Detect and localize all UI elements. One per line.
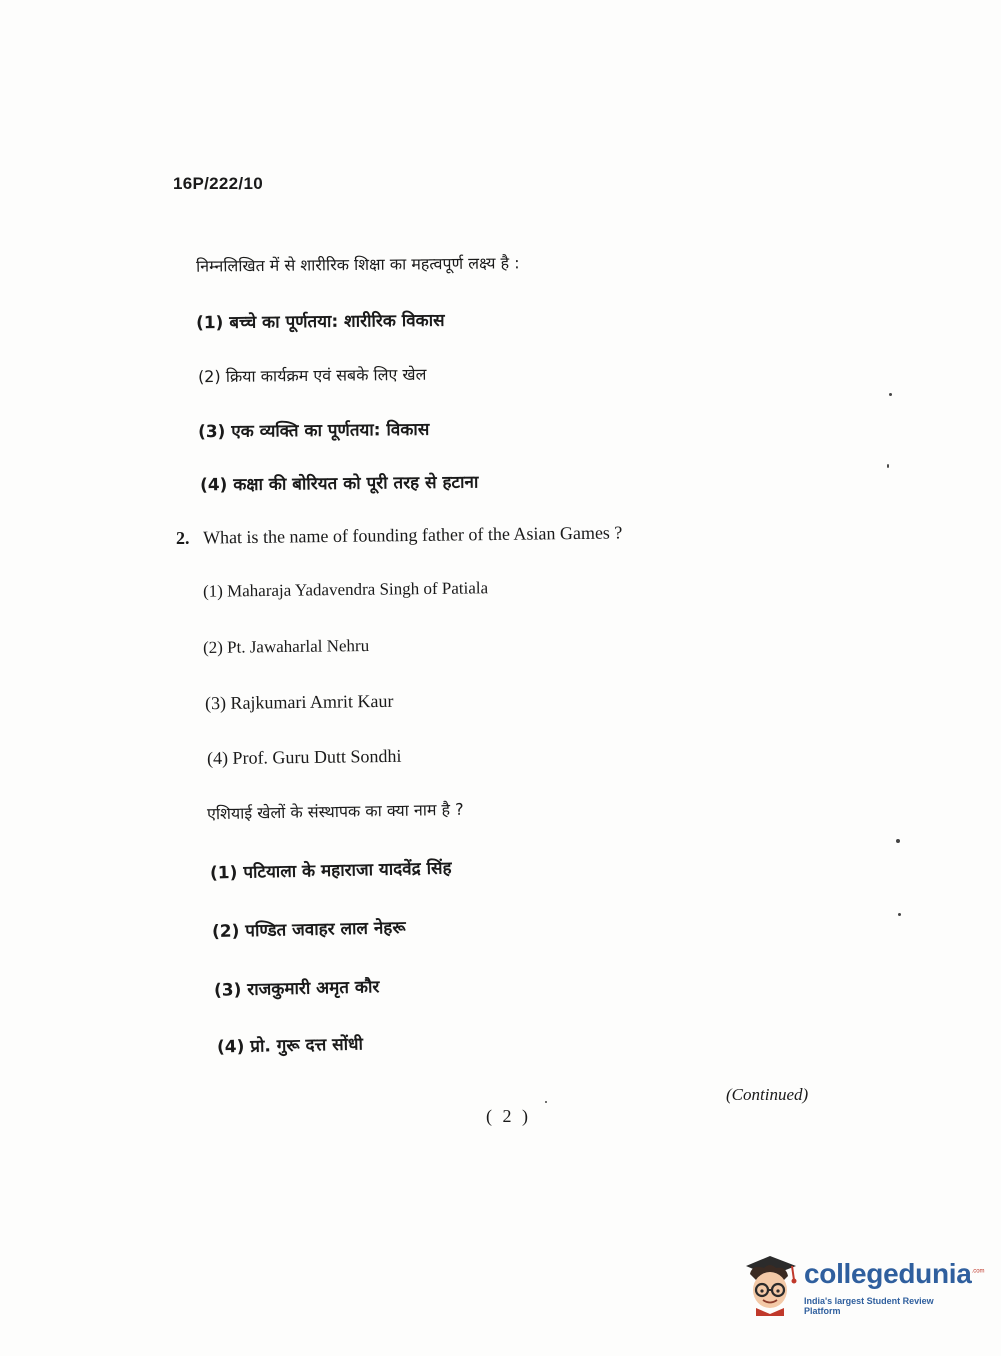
q2-option-4-english: (4) Prof. Guru Dutt Sondhi: [206, 745, 402, 769]
q1-option-4-hindi: (4) कक्षा की बोरियत को पूरी तरह से हटाना: [199, 472, 479, 496]
logo-name: collegedunia: [804, 1258, 972, 1289]
scan-speck: [898, 913, 901, 916]
q2-option-2-english: (2) Pt. Jawaharlal Nehru: [202, 635, 370, 658]
q1-option-3-hindi: (3) एक व्यक्ति का पूर्णतया: विकास: [197, 419, 430, 443]
scan-speck: [896, 839, 900, 843]
q1-option-2-hindi: (2) क्रिया कार्यक्रम एवं सबके लिए खेल: [197, 364, 427, 387]
q2-number: 2.: [176, 528, 190, 548]
scan-speck: [545, 1101, 547, 1103]
q2-option-4-hindi: (4) प्रो. गुरू दत्त सोंधी: [216, 1034, 364, 1058]
q2-option-3-english: (3) Rajkumari Amrit Kaur: [204, 690, 394, 714]
q1-stem-hindi: निम्नलिखित में से शारीरिक शिक्षा का महत्वपूर्ण लक्ष्य है :: [195, 253, 520, 276]
logo-tagline: India's largest Student Review Platform: [804, 1296, 934, 1316]
page-number: ( 2 ): [486, 1106, 531, 1126]
q2-option-3-hindi: (3) राजकुमारी अमृत कौर: [213, 977, 380, 1001]
q2-option-1-hindi: (1) पटियाला के महाराजा यादवेंद्र सिंह: [209, 858, 452, 884]
mascot-icon: [740, 1250, 802, 1316]
scan-speck: [889, 393, 892, 396]
q2-stem-english: What is the name of founding father of the Asian Games ?: [202, 522, 623, 548]
logo-suffix: .com: [971, 1268, 985, 1275]
q1-option-1-hindi: (1) बच्चे का पूर्णतया: शारीरिक विकास: [195, 310, 445, 334]
q2-option-1-english: (1) Maharaja Yadavendra Singh of Patiala: [202, 578, 489, 601]
q2-stem-hindi: एशियाई खेलों के संस्थापक का क्या नाम है ?: [206, 799, 464, 824]
collegedunia-logo: [740, 1250, 985, 1316]
paper-code: 16P/222/10: [173, 174, 263, 193]
scan-speck: [887, 464, 889, 468]
q2-option-2-hindi: (2) पण्डित जवाहर लाल नेहरू: [211, 917, 406, 943]
logo-wordmark: [804, 1258, 985, 1290]
continued-label: (Continued): [726, 1085, 809, 1104]
